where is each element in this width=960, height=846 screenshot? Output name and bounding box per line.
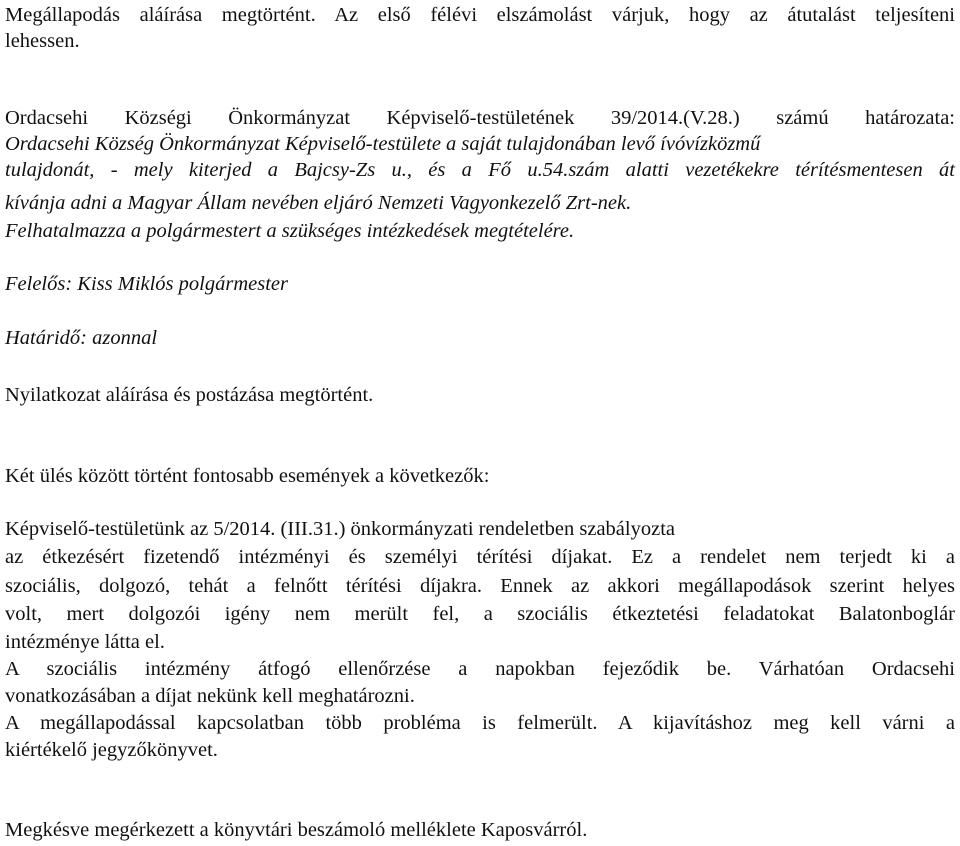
events-line-7: vonatkozásában a díjat nekünk kell meghatározni. [5, 685, 415, 707]
resolution-text-line-2: tulajdonát, - mely kiterjed a Bajcsy-Zs u., és a Fő u.54.szám alatti vezetékekre térítésmentesen át [5, 159, 955, 181]
resolution-heading: Ordacsehi Községi Önkormányzat Képviselő-testületének 39/2014.(V.28.) számú határozata: [5, 107, 955, 129]
intro-line-1: Megállapodás aláírása megtörtént. Az első félévi elszámolást várjuk, hogy az átutalást teljesíteni [5, 4, 955, 26]
events-line-4: volt, mert dolgozói igény nem merült fel, a szociális étkeztetési feladatokat Balatonboglár [5, 603, 955, 625]
events-line-1: Képviselő-testületünk az 5/2014. (III.31.) önkormányzati rendeletben szabályozta [5, 518, 675, 540]
events-line-8: A megállapodással kapcsolatban több probléma is felmerült. A kijavításhoz meg kell várni a [5, 712, 955, 734]
library-note: Megkésve megérkezett a könyvtári beszámoló melléklete Kaposvárról. [5, 819, 588, 841]
events-line-5: intézménye látta el. [5, 631, 165, 653]
intro-line-2: lehessen. [5, 30, 80, 52]
events-line-9: kiértékelő jegyzőkönyvet. [5, 739, 218, 761]
resolution-deadline: Határidő: azonnal [5, 327, 158, 349]
events-line-6: A szociális intézmény átfogó ellenőrzése a napokban fejeződik be. Várhatóan Ordacsehi [5, 658, 955, 680]
events-line-3: szociális, dolgozó, tehát a felnőtt térítési díjakra. Ennek az akkori megállapodások szerint helyes [5, 575, 955, 597]
resolution-text-line-3: kívánja adni a Magyar Állam nevében eljáró Nemzeti Vagyonkezelő Zrt-nek. [5, 192, 632, 214]
events-heading: Két ülés között történt fontosabb események a következők: [5, 465, 490, 487]
resolution-responsible: Felelős: Kiss Miklós polgármester [5, 273, 288, 295]
events-line-2: az étkezésért fizetendő intézményi és személyi térítési díjakat. Ez a rendelet nem terjedt ki a [5, 546, 955, 568]
statement-text: Nyilatkozat aláírása és postázása megtörtént. [5, 384, 374, 406]
resolution-text-line-1: Ordacsehi Község Önkormányzat Képviselő-testülete a saját tulajdonában levő ívóvízközmű [5, 133, 761, 155]
resolution-text-line-4: Felhatalmazza a polgármestert a szükséges intézkedések megtételére. [5, 220, 575, 242]
